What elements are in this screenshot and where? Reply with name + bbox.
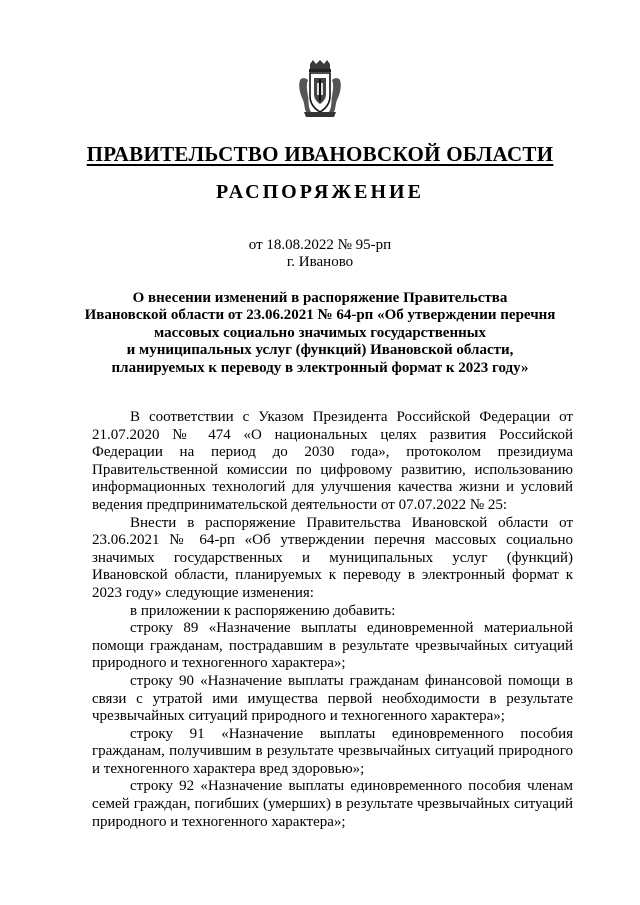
subject-line: Ивановской области от 23.06.2021 № 64-рп «Об утверждении перечня [84,307,556,324]
document-date-number: от 18.08.2022 № 95-рп [248,237,392,253]
body-paragraph: строку 91 «Назначение выплаты единовременного пособия гражданам, получившим в результате чрезвычайных ситуаций природного и техногенного характера вред здоровью»; [92,725,573,777]
subject-line: массовых социально значимых государственных [154,324,486,341]
document-city: г. Иваново [286,254,354,270]
body-paragraph: Внести в распоряжение Правительства Ивановской области от 23.06.2021 № 64-рп «Об утверждении перечня массовых социально значимых государственных и муниципальных услуг (функций) Ивановской области, планируемых к переводу в электронный формат к 2023 году» следующие изменения: [92,514,573,601]
subject-line: планируемых к переводу в электронный формат к 2023 году» [111,359,529,376]
coat-of-arms-icon [298,60,342,118]
document-subject [0,290,640,377]
body-paragraph: строку 90 «Назначение выплаты гражданам финансовой помощи в связи с утратой ими имущества первой необходимости в результате чрезвычайных ситуаций природного и техногенного характера»; [92,672,573,725]
body-paragraph: В соответствии с Указом Президента Российской Федерации от 21.07.2020 № 474 «О национальных целях развития Российской Федерации на период до 2030 года», протоколом президиума Правительственной комиссии по цифровому развитию, использованию информационных технологий для улучшения качества жизни и условий ведения предпринимательской деятельности от 07.07.2022 № 25: [92,409,573,513]
government-title: ПРАВИТЕЛЬСТВО ИВАНОВСКОЙ ОБЛАСТИ [86,142,554,166]
subject-line: О внесении изменений в распоряжение Правительства [132,290,508,306]
document-body [92,409,573,831]
body-paragraph: строку 89 «Назначение выплаты единовременной материальной помощи гражданам, пострадавшим в результате чрезвычайных ситуаций природного и техногенного характера»; [92,620,573,672]
subject-line: и муниципальных услуг (функций) Ивановской области, [126,342,514,359]
body-paragraph: в приложении к распоряжению добавить: [130,602,396,619]
document-type-heading: РАСПОРЯЖЕНИЕ [216,181,424,203]
document-date-block [0,237,640,271]
body-paragraph: строку 92 «Назначение выплаты единовременного пособия членам семей граждан, погибших (умерших) в результате чрезвычайных ситуаций природного и техногенного характера»; [92,778,573,830]
